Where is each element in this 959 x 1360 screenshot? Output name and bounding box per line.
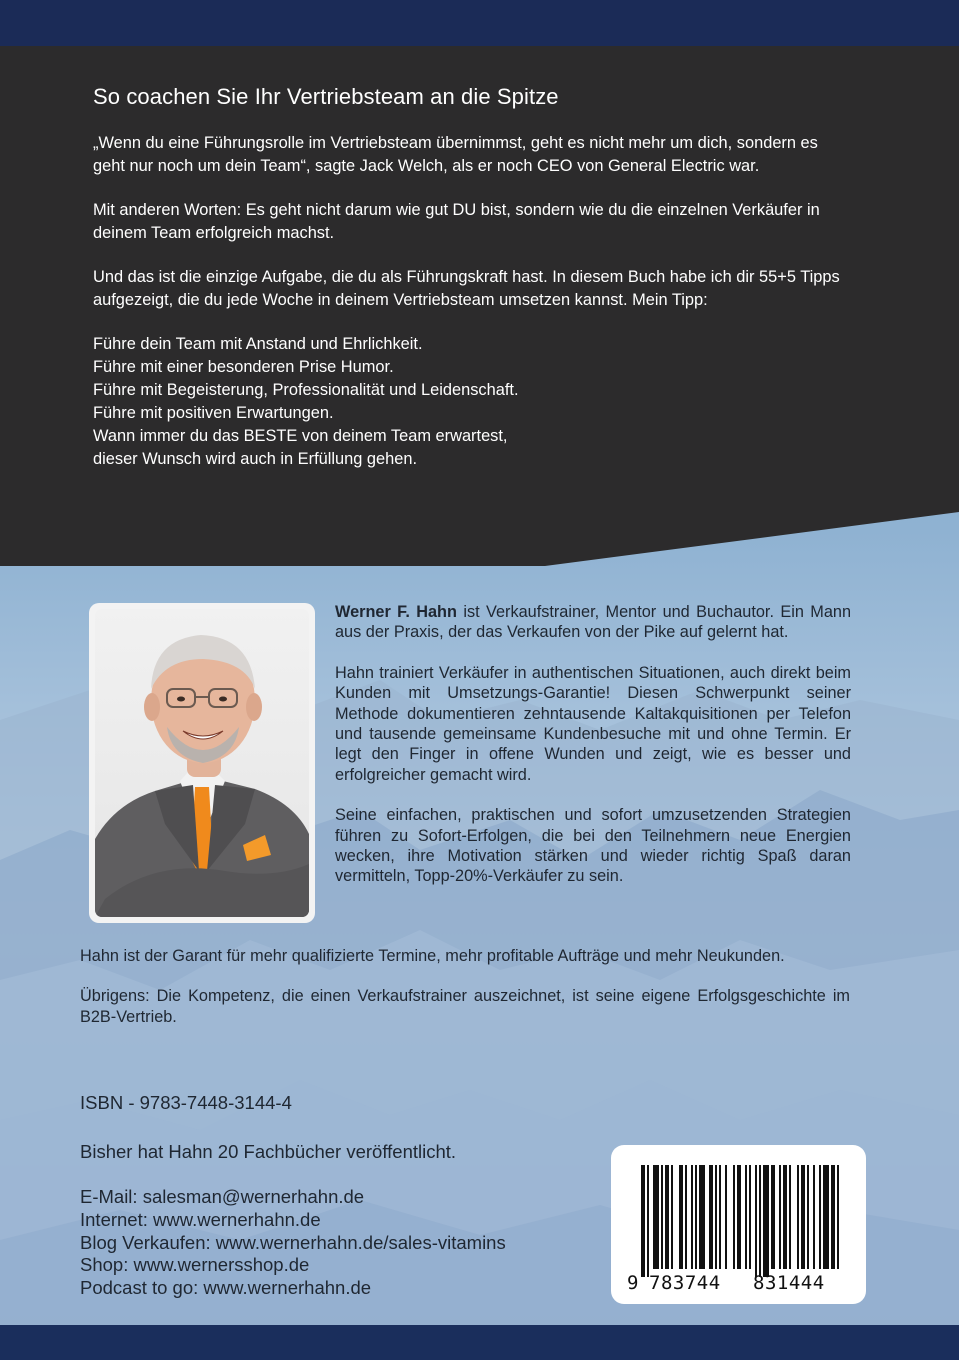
contact-internet: Internet: www.wernerhahn.de [80,1208,321,1230]
barcode-bar [699,1165,705,1269]
barcode-left-digits: 783744 [649,1272,721,1294]
top-band [0,0,959,46]
barcode-bar [661,1165,663,1269]
barcode-bar [737,1165,741,1269]
author-bio [335,602,851,907]
contact-email: E-Mail: salesman@wernerhahn.de [80,1186,365,1207]
tip-line: Wann immer du das BESTE von deinem Team erwartest, [93,427,508,445]
tip-line: dieser Wunsch wird auch in Erfüllung gehen. [93,450,418,468]
tip-line: Führe mit positiven Erwartungen. [93,404,334,422]
barcode-bar [797,1165,799,1269]
barcode-bar [709,1165,713,1269]
bio-paragraph-2: Hahn trainiert Verkäufer in authentischen Situationen, auch direkt beim Kunden mit Umsetzungs-Garantie! Diesen Schwerpunkt seiner Methode dokumentieren zehntausende Kaltakquisitionen per Telefon und tausende gemeinsame Kundenbesuche mit und ohne Termin. Er legt den Finger in offene Wunden und zeigt, wie es besser und erfolgreicher gemacht wird. [335,663,851,784]
bio-paragraph-3: Seine einfachen, praktischen und sofort umzusetzenden Strategien führen zu Sofort-Erfolgen, die bei den Teilnehmern neue Energien wecken, ihre Motivation stärken und wieder richtig Spaß daran vermitteln, Topp-20%-Verkäufer zu sein. [335,806,851,886]
contact-podcast: Podcast to go: www.wernerhahn.de [80,1277,372,1299]
barcode-bar [801,1165,805,1269]
isbn-text: ISBN - 9783-7448-3144-4 [80,1092,292,1113]
intro-paragraph-2: Mit anderen Worten: Es geht nicht darum wie gut DU bist, sondern wie du die einzelnen Verkäufer in deinem Team erfolgreich machst. [93,201,820,242]
bio-paragraph-1-text: ist Verkaufstrainer, Mentor und Buchautor. Ein Mann aus der Praxis, der das Verkaufen von der Pike auf gelernt hat. [335,603,852,642]
lower-paragraph-1: Hahn ist der Garant für mehr qualifizierte Termine, mehr profitable Aufträge und mehr Neukunden. [80,947,785,965]
lower-text [80,946,850,1047]
author-photo-frame [89,603,315,923]
barcode-bar [837,1165,839,1269]
barcode-bar [763,1165,769,1277]
bio-paragraph-1 [335,602,851,643]
intro-paragraph-1: „Wenn du eine Führungsrolle im Vertriebsteam übernimmst, geht es nicht mehr um dich, sondern es geht nur noch um dein Team“, sagte Jack Welch, als er noch CEO von General Electric war. [93,134,818,175]
contact-list [80,1186,506,1300]
barcode-bar [725,1165,727,1269]
barcode-bar [759,1165,761,1277]
barcode-bar [819,1165,821,1269]
barcode-bar [715,1165,717,1269]
barcode-bar [831,1165,835,1269]
barcode-bar [685,1165,687,1269]
barcode-bar [671,1165,673,1269]
barcode-bar [755,1165,757,1277]
bottom-band [0,1325,959,1360]
barcode-bar [771,1165,775,1269]
barcode-bar [807,1165,809,1269]
tip-line: Führe mit Begeisterung, Professionalität und Leidenschaft. [93,381,519,399]
intro-paragraph-3: Und das ist die einzige Aufgabe, die du als Führungskraft hast. In diesem Buch habe ich dir 55+5 Tipps aufgezeigt, die du jede Woche in deinem Vertriebsteam umsetzen kannst. Mein Tipp: [93,268,840,309]
barcode-bar [783,1165,787,1269]
contact-shop: Shop: www.wernersshop.de [80,1254,310,1276]
author-name: Werner F. Hahn [335,603,457,621]
barcode-bar [695,1165,697,1269]
barcode-bar [665,1165,669,1269]
barcode-bar [813,1165,815,1269]
barcode-bar [733,1165,735,1269]
barcode-box [611,1145,866,1304]
author-portrait [95,609,309,917]
barcode-bar [647,1165,649,1277]
page-title: So coachen Sie Ihr Vertriebsteam an die Spitze [93,84,559,109]
tip-line: Führe dein Team mit Anstand und Ehrlichkeit. [93,335,423,353]
barcode-first-digit: 9 [627,1272,639,1294]
books-count-text: Bisher hat Hahn 20 Fachbücher veröffentlicht. [80,1141,457,1162]
barcode-bar [745,1165,747,1269]
author-photo [95,609,309,917]
barcode-bar [719,1165,721,1269]
barcode-bar [679,1165,683,1269]
barcode-bar [823,1165,829,1269]
tips-list [93,333,853,471]
barcode-bar [641,1165,645,1277]
barcode-bar [779,1165,781,1269]
intro-text [93,132,853,471]
barcode-bar [749,1165,751,1269]
lower-paragraph-2: Übrigens: Die Kompetenz, die einen Verkaufstrainer auszeichnet, ist seine eigene Erfolgsgeschichte im B2B-Vertrieb. [80,987,850,1026]
barcode-bar [789,1165,791,1269]
barcode-right-digits: 831444 [753,1272,825,1294]
contact-blog: Blog Verkaufen: www.wernerhahn.de/sales-vitamins [80,1231,506,1253]
barcode-bar [691,1165,693,1269]
barcode-bar [653,1165,659,1269]
tip-line: Führe mit einer besonderen Prise Humor. [93,358,394,376]
